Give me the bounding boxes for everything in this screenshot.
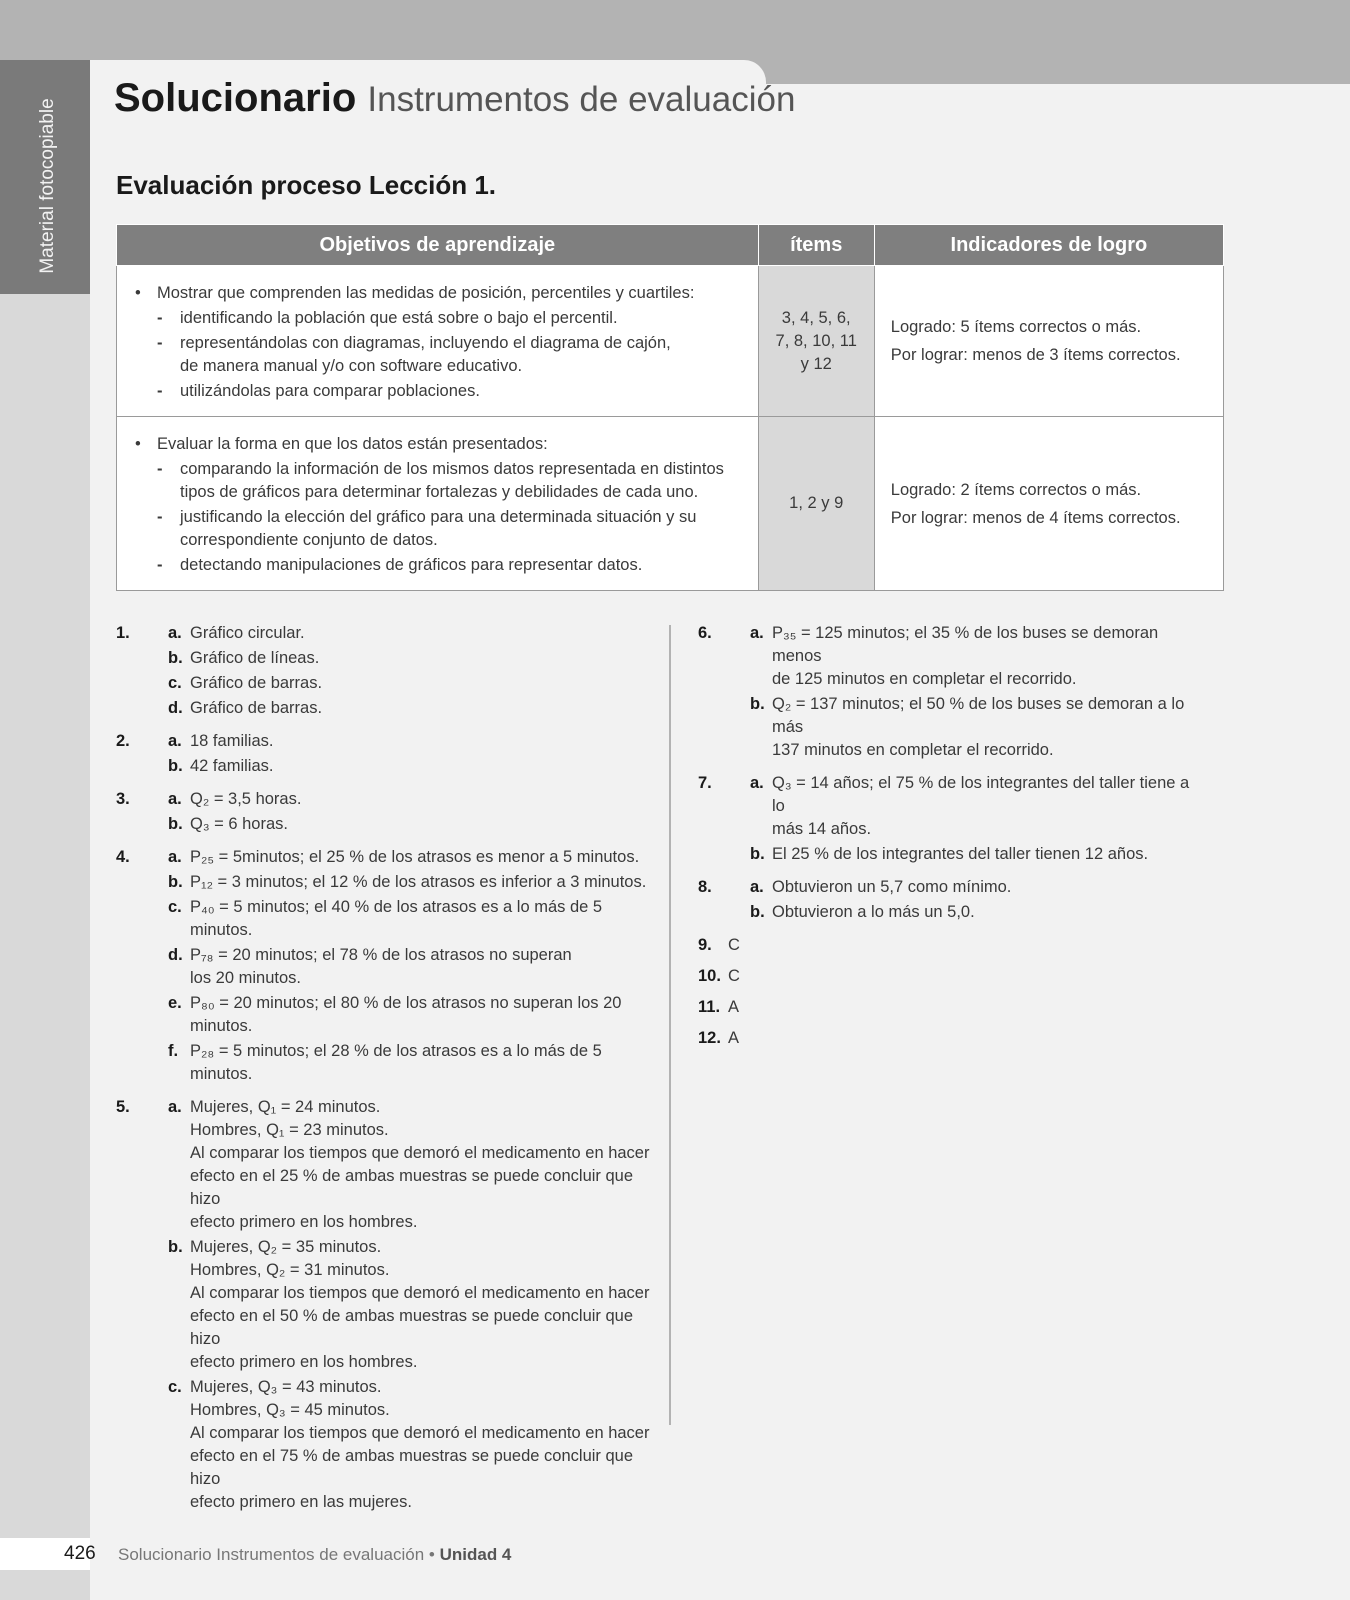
part-letter: b. [750, 695, 765, 713]
answer-simple [698, 1027, 1198, 1050]
answer-line: de 125 minutos en completar el recorrido. [772, 670, 1077, 688]
answer-line: P₄₀ = 5 minutos; el 40 % de los atrasos es a lo más de 5 minutos. [190, 898, 603, 939]
part-letter: a. [168, 790, 182, 808]
part-letter: a. [750, 878, 764, 896]
objectives-table [116, 224, 1224, 591]
part-letter: a. [168, 1098, 182, 1116]
question-number: 9. [698, 936, 712, 954]
objective-subitem: - justificando la elección del gráfico para una determinada situación y su correspondiente conjunto de datos. [135, 506, 748, 552]
answer-line: minutos. [190, 1017, 253, 1035]
indicators-cell [874, 417, 1223, 591]
answer-line: efecto en el 25 % de ambas muestras se puede concluir que hizo [190, 1167, 634, 1208]
question-number: 11. [698, 998, 721, 1016]
page-title-light: Instrumentos de evaluación [367, 80, 796, 119]
answer-part [168, 1376, 661, 1514]
answer-line: efecto en el 75 % de ambas muestras se puede concluir que hizo [190, 1447, 634, 1488]
answer-choice: C [728, 967, 740, 985]
part-letter: b. [750, 845, 765, 863]
footer-separator: • [424, 1545, 440, 1564]
answer-part [168, 813, 661, 836]
answer-line: Mujeres, Q₁ = 24 minutos. [190, 1098, 381, 1116]
part-letter: b. [750, 903, 765, 921]
answer-line: Hombres, Q₁ = 23 minutos. [190, 1121, 389, 1139]
answer-choice: C [728, 936, 740, 954]
answer-part [168, 846, 661, 869]
answer-line: Gráfico circular. [190, 624, 305, 642]
indicator-achieved: Logrado: 2 ítems correctos o más. [890, 480, 1142, 499]
answer-line: más 14 años. [772, 820, 872, 838]
question [116, 846, 661, 1086]
question-number: 3. [116, 790, 130, 808]
answer-line: 18 familias. [190, 732, 274, 750]
answer-line: Al comparar los tiempos que demoró el medicamento en hacer [190, 1144, 650, 1162]
answer-line: P₂₅ = 5minutos; el 25 % de los atrasos es menor a 5 minutos. [190, 848, 640, 866]
answer-line: los 20 minutos. [190, 969, 301, 987]
column-divider [669, 625, 671, 1425]
indicator-achieved: Logrado: 5 ítems correctos o más. [890, 318, 1142, 336]
answer-line: 137 minutos en completar el recorrido. [772, 741, 1054, 759]
answer-part [168, 755, 661, 778]
answer-line: P₈₀ = 20 minutos; el 80 % de los atrasos no superan los 20 [190, 994, 622, 1012]
items-text: 3, 4, 5, 6, [781, 308, 851, 327]
answer-line: Al comparar los tiempos que demoró el medicamento en hacer [190, 1284, 650, 1302]
part-letter: b. [168, 815, 183, 833]
answer-part [750, 622, 1198, 691]
answer-line: efecto en el 50 % de ambas muestras se puede concluir que hizo [190, 1307, 634, 1348]
answer-line: efecto primero en los hombres. [190, 1213, 418, 1231]
answer-part [168, 1236, 661, 1374]
footer-unit: Unidad 4 [439, 1545, 512, 1564]
objective-subitem: - comparando la información de los mismos datos representada en distintos tipos de gráficos para determinar fortalezas y debilidades de cada uno. [135, 458, 748, 504]
answer-line: Q₃ = 6 horas. [190, 815, 288, 833]
footer-title: Solucionario Instrumentos de evaluación [118, 1545, 425, 1564]
answer-line: 42 familias. [190, 757, 274, 775]
answer-line: El 25 % de los integrantes del taller tienen 12 años. [772, 845, 1149, 863]
question-number: 10. [698, 967, 721, 985]
part-letter: b. [168, 1238, 183, 1256]
objective-subitem: - utilizándolas para comparar poblaciones. [135, 380, 748, 403]
indicators-cell [874, 266, 1223, 417]
answer-line: Obtuvieron un 5,7 como mínimo. [772, 878, 1012, 896]
answer-part [750, 772, 1198, 841]
header-indicators: Indicadores de logro [874, 225, 1223, 266]
objective-text: • Evaluar la forma en que los datos están presentados: [135, 433, 748, 456]
answer-line: Hombres, Q₃ = 45 minutos. [190, 1401, 390, 1419]
answer-line: Gráfico de barras. [190, 674, 323, 692]
answer-line: Gráfico de barras. [190, 699, 323, 717]
answer-part [168, 672, 661, 695]
part-letter: d. [168, 946, 183, 964]
items-text: 7, 8, 10, 11 [775, 331, 857, 350]
question-number: 5. [116, 1098, 130, 1116]
question-number: 4. [116, 848, 130, 866]
question-number: 6. [698, 624, 712, 642]
section-title: Evaluación proceso Lección 1. [116, 170, 497, 200]
answer-line: Mujeres, Q₂ = 35 minutos. [190, 1238, 382, 1256]
answer-line: efecto primero en los hombres. [190, 1353, 418, 1371]
answer-line: Al comparar los tiempos que demoró el medicamento en hacer [190, 1424, 650, 1442]
question [116, 622, 661, 720]
answer-part [750, 843, 1198, 866]
answer-part [750, 693, 1198, 762]
part-letter: b. [168, 873, 183, 891]
part-letter: a. [168, 848, 182, 866]
part-letter: f. [168, 1042, 179, 1060]
answer-line: P₃₅ = 125 minutos; el 35 % de los buses se demoran menos [772, 624, 1159, 665]
part-letter: c. [168, 1378, 182, 1396]
answer-part [168, 992, 661, 1038]
answers-left-column [116, 622, 661, 1524]
answer-part [168, 896, 661, 942]
question [698, 772, 1198, 866]
answer-part [168, 944, 661, 990]
question [698, 876, 1198, 924]
answer-line: Q₂ = 137 minutos; el 50 % de los buses se demoran a lo más [772, 695, 1185, 736]
answer-line: P₂₈ = 5 minutos; el 28 % de los atrasos es a lo más de 5 minutos. [190, 1042, 602, 1083]
objective-cell [117, 417, 759, 591]
answer-line: Q₂ = 3,5 horas. [190, 790, 302, 808]
part-letter: c. [168, 898, 182, 916]
answer-line: Hombres, Q₂ = 31 minutos. [190, 1261, 390, 1279]
page-title [114, 76, 795, 121]
question [116, 788, 661, 836]
answer-part [168, 697, 661, 720]
answer-line: Gráfico de líneas. [190, 649, 320, 667]
question-number: 7. [698, 774, 712, 792]
answers-right-column [698, 622, 1198, 1058]
answer-simple [698, 934, 1198, 957]
table-header-row [117, 225, 1224, 266]
part-letter: a. [750, 774, 764, 792]
answer-part [168, 730, 661, 753]
objective-text: • Mostrar que comprenden las medidas de posición, percentiles y cuartiles: [135, 282, 748, 305]
indicator-pending: Por lograr: menos de 4 ítems correctos. [890, 508, 1181, 527]
items-text: 1, 2 y 9 [789, 494, 844, 512]
answer-line: Mujeres, Q₃ = 43 minutos. [190, 1378, 382, 1396]
answer-part [750, 901, 1198, 924]
header-items: ítems [758, 225, 874, 266]
answer-line: efecto primero en las mujeres. [190, 1493, 412, 1511]
answer-line: P₇₈ = 20 minutos; el 78 % de los atrasos no superan [190, 946, 572, 964]
part-letter: d. [168, 699, 183, 717]
header-objectives: Objetivos de aprendizaje [117, 225, 759, 266]
page-title-bold: Solucionario [114, 76, 357, 120]
question [116, 730, 661, 778]
part-letter: a. [168, 624, 182, 642]
side-label: Material fotocopiable [37, 98, 58, 274]
objective-subitem: - detectando manipulaciones de gráficos para representar datos. [135, 554, 748, 577]
question [698, 622, 1198, 762]
part-letter: c. [168, 674, 182, 692]
part-letter: b. [168, 757, 183, 775]
table-row [117, 417, 1224, 591]
objective-subitem: - identificando la población que está sobre o bajo el percentil. [135, 307, 748, 330]
answer-part [168, 788, 661, 811]
answer-part [168, 622, 661, 645]
question-number: 2. [116, 732, 130, 750]
part-letter: b. [168, 649, 183, 667]
answer-line: Obtuvieron a lo más un 5,0. [772, 903, 975, 921]
answer-part [168, 1040, 661, 1086]
indicator-pending: Por lograr: menos de 3 ítems correctos. [890, 346, 1181, 364]
answer-choice: A [728, 1029, 740, 1047]
items-text: y 12 [800, 354, 832, 373]
question-number: 8. [698, 878, 712, 896]
answer-simple [698, 996, 1198, 1019]
part-letter: a. [750, 624, 764, 642]
answer-part [168, 871, 661, 894]
part-letter: e. [168, 994, 182, 1012]
footer-text [118, 1545, 511, 1565]
answer-part [168, 647, 661, 670]
answer-line: Q₃ = 14 años; el 75 % de los integrantes del taller tiene a lo [772, 774, 1190, 815]
items-cell [758, 417, 874, 591]
question-number: 1. [116, 624, 130, 642]
question [116, 1096, 661, 1514]
table-row [117, 266, 1224, 417]
objective-cell [117, 266, 759, 417]
answer-line: P₁₂ = 3 minutos; el 12 % de los atrasos es inferior a 3 minutos. [190, 873, 647, 891]
answer-simple [698, 965, 1198, 988]
objective-subitem: - representándolas con diagramas, incluyendo el diagrama de cajón, de manera manual y/o con software educativo. [135, 332, 748, 378]
items-cell [758, 266, 874, 417]
answer-part [750, 876, 1198, 899]
answer-part [168, 1096, 661, 1234]
question-number: 12. [698, 1029, 721, 1047]
page-number: 426 [64, 1543, 96, 1564]
part-letter: a. [168, 732, 182, 750]
answer-choice: A [728, 998, 740, 1016]
